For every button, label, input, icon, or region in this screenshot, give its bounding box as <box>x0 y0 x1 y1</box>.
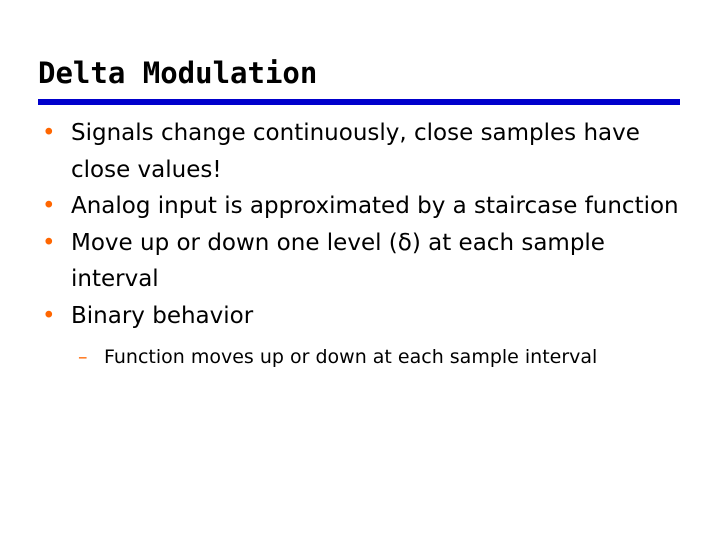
bullet-dot-icon: • <box>42 229 56 256</box>
bullet-dot-icon: • <box>42 193 56 219</box>
title-underline <box>38 99 680 105</box>
dash-icon: – <box>78 346 88 368</box>
bullet-text: Signals change continuously, close samples have close values! <box>71 120 640 183</box>
bullet-text: Move up or down one level (δ) at each sample interval <box>71 229 605 292</box>
sub-bullet-item <box>38 340 698 374</box>
sub-bullet-text: Function moves up or down at each sample interval <box>104 346 598 368</box>
bullet-dot-icon: • <box>42 120 56 146</box>
bullet-dot-icon: • <box>42 302 56 329</box>
bullet-item <box>38 115 698 188</box>
bullet-item <box>38 188 698 225</box>
bullet-text: Binary behavior <box>71 302 254 329</box>
bullet-list <box>38 115 698 374</box>
slide-title: Delta Modulation <box>38 56 318 90</box>
bullet-text: Analog input is approximated by a staircase function <box>71 193 679 219</box>
bullet-item <box>38 298 698 335</box>
bullet-item <box>38 225 698 298</box>
